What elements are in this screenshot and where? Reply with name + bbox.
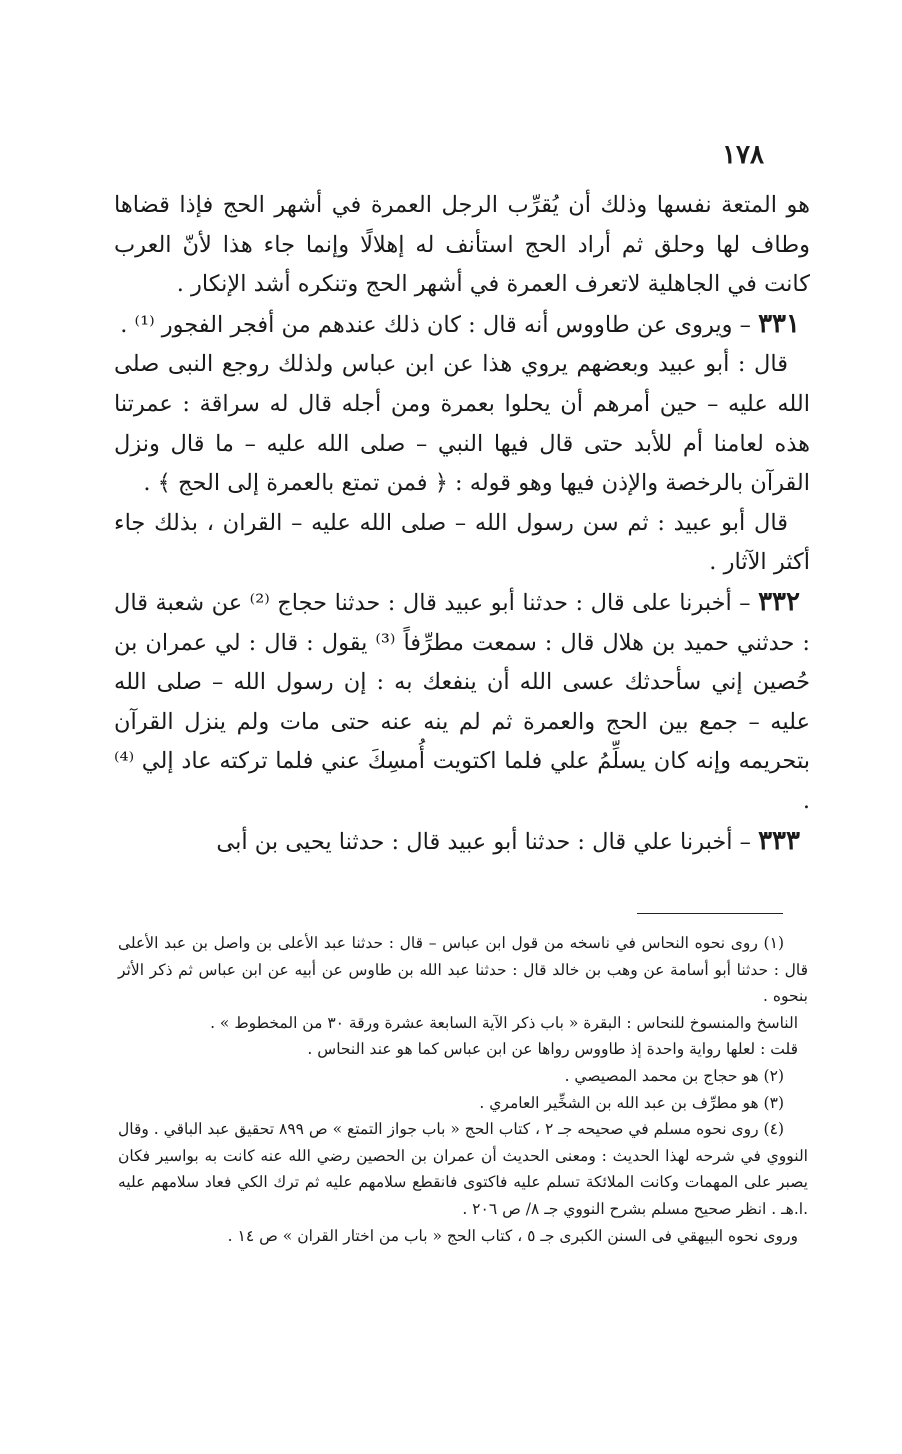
page-number: ١٧٨ [722,140,764,170]
entry-332 [114,583,810,822]
entry-number: ٣٣٣ [758,825,800,856]
entry-text: – أخبرنا على قال : حدثنا أبو عبيد قال : حدثنا حجاج ⁽²⁾ عن شعبة قال : حدثني حميد بن هلال قال : سمعت مطرِّفاً ⁽³⁾ يقول : قال : لي عمران بن حُصين إني سأحدثك عسى الله أن ينفعك به : إن رسول الله – صلى الله عليه – جمع بين الحج والعمرة ثم لم ينه عنه حتى مات ولم ينزل القرآن بتحريمه وإنه كان يسلِّمُ علي فلما اكتويت أُمسِكَ عني فلما تركته عاد إلي ⁽⁴⁾ . [114,589,810,814]
footnote-3: (٣) هو مطرِّف بن عبد الله بن الشخِّير العامري . [479,1093,784,1112]
paragraph-abu-ubaid-2: قال أبو عبيد : ثم سن رسول الله – صلى الله عليه – القران ، بذلك جاء أكثر الآثار . [114,509,810,576]
entry-333 [114,822,810,863]
paragraph-abu-ubaid-1: قال : أبو عبيد وبعضهم يروي هذا عن ابن عباس ولذلك روجع النبى صلى الله عليه – حين أمرهم أن يحلوا بعمرة ومن أجله قال له سراقة : عمرتنا هذه لعامنا أم للأبد حتى قال فيها النبي – صلى الله عليه – ما قال ونزل القرآن بالرخصة والإذن فيها وهو قوله : ﴿ فمن تمتع بالعمرة إلى الحج ﴾ . [114,351,810,497]
main-text [114,186,810,862]
entry-number: ٣٣٢ [758,586,800,617]
footnote-1: (١) روى نحوه النحاس في ناسخه من قول ابن عباس – قال : حدثنا عبد الأعلى بن واصل بن عبد الأعلى قال : حدثنا أبو أسامة عن وهب بن خالد قال : حدثنا عبد الله بن طاوس عن أبيه عن ابن عباس ثم ذكر الأثر بنحوه . [118,934,808,1006]
footnote-divider [637,913,783,914]
entry-text: – أخبرنا علي قال : حدثنا أبو عبيد قال : حدثنا يحيى بن أبى [216,828,759,855]
footnote-1-source: الناسخ والمنسوخ للنحاس : البقرة « باب ذكر الآية السابعة عشرة ورقة ٣٠ من المخطوط » . [210,1013,798,1032]
entry-number: ٣٣١ [758,308,800,339]
entry-text: – ويروى عن طاووس أنه قال : كان ذلك عندهم من أفجر الفجور ⁽¹⁾ . [120,311,759,338]
footnote-2: (٢) هو حجاج بن محمد المصيصي . [564,1066,784,1085]
paragraph-muta-definition: هو المتعة نفسها وذلك أن يُقرِّب الرجل العمرة في أشهر الحج فإذا قضاها وطاف لها وحلق ثم أراد الحج استأنف له إهلالًا وإنما جاء هذا لأنّ العرب كانت في الجاهلية لاتعرف العمرة في أشهر الحج وتنكره أشد الإنكار . [114,192,810,298]
footnote-4: (٤) روى نحوه مسلم في صحيحه جـ ٢ ، كتاب الحج « باب جواز التمتع » ص ٨٩٩ تحقيق عبد الباقي . وقال النووي في شرحه لهذا الحديث : ومعنى الحديث أن عمران بن الحصين رضي الله عنه كانت به بواسير فكان يصبر على المهمات وكانت الملائكة تسلم عليه فاكتوى فانقطع سلامهم عليه ثم ترك الكي فعاد سلامهم عليه .ا.هـ . انظر صحيح مسلم بشرح النووي جـ ٨/ ص ٢٠٦ . [117,1120,808,1218]
footnote-1-note: قلت : لعلها رواية واحدة إذ طاووس رواها عن ابن عباس كما هو عند النحاس . [307,1040,798,1059]
entry-331 [114,305,810,346]
footnote-4-extra: وروى نحوه البيهقي فى السنن الكبرى جـ ٥ ، كتاب الحج « باب من اختار القران » ص ١٤ . [227,1226,798,1245]
footnotes [118,930,808,1249]
